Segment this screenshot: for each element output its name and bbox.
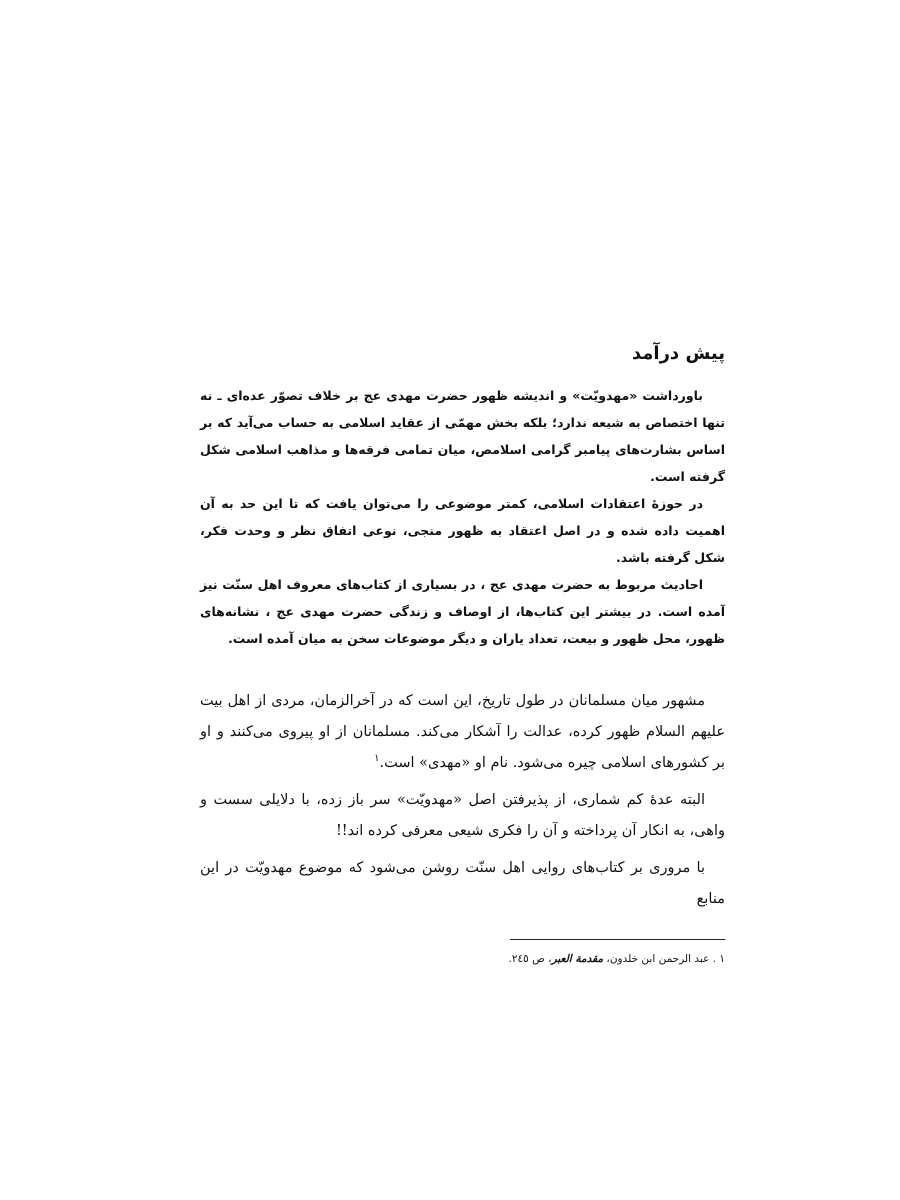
- body-paragraph-2: البته عدهٔ کم شماری، از پذیرفتن اصل «مهدویّت» سر باز زده، با دلایلی سست و واهی، به انکار آن پرداخته و آن را فکری شیعی معرفی کرده اند!!: [200, 792, 725, 839]
- page-content: [200, 340, 725, 968]
- abstract-paragraph-1: باورداشت «مهدویّت» و اندیشه ظهور حضرت مهدی‌ عج بر خلاف تصوّر عده‌ای ـ نه تنها اختصاص به شیعه ندارد؛ بلکه بخش مهمّی از عقاید اسلامی به حساب می‌آید که بر اساس بشارت‌های پیامبر گرامی اسلامص، میان تمامی فرقه‌ها و مذاهب اسلامی شکل گرفته است.: [200, 388, 725, 484]
- abstract-paragraph-2: در حوزهٔ اعتقادات اسلامی، کمتر موضوعی را می‌توان یافت که تا این حد به آن اهمیت داده شده و در اصل اعتقاد به ظهور منجی، نوعی اتفاق نظر و وحدت فکر، شکل گرفته باشد.: [200, 496, 725, 565]
- footnote-prefix: ١ . عبد الرحمن ابن خلدون،: [603, 953, 725, 965]
- abstract-block: [200, 382, 725, 652]
- section-heading: پیش درآمد: [631, 343, 725, 364]
- footnote-marker: ١: [374, 753, 380, 765]
- body-text: [200, 686, 725, 915]
- body-paragraph-1: [200, 686, 725, 779]
- footnote-divider: [510, 939, 725, 940]
- body-paragraph-3: با مروری بر کتاب‌های روایی اهل سنّت روشن می‌شود که موضوع مهدویّت در این منابع: [200, 860, 725, 907]
- footnote-book-title: مقدمة العبر: [551, 953, 604, 965]
- body-paragraph-1-text: مشهور میان مسلمانان در طول تاریخ، این است که در آخرالزمان، مردی از اهل بیت علیهم السلام ظهور کرده، عدالت را آشکار می‌کند. مسلمانان از او پیروی می‌کنند و او بر کشورهای اسلامی چیره می‌شود. نام او «مهدی» است.: [200, 693, 725, 771]
- abstract-paragraph-3: احادیث مربوط به حضرت مهدی‌ عج ، در بسیاری از کتاب‌های معروف اهل سنّت نیز آمده است. در بیشتر این کتاب‌ها، از اوصاف و زندگی حضرت مهدی‌ عج ، نشانه‌های ظهور، محل ظهور و بیعت، تعداد یاران و دیگر موضوعات سخن به میان آمده است.: [200, 577, 725, 646]
- footnote: [200, 950, 725, 968]
- footnote-suffix: ، ص ٢٤٥.: [508, 953, 552, 965]
